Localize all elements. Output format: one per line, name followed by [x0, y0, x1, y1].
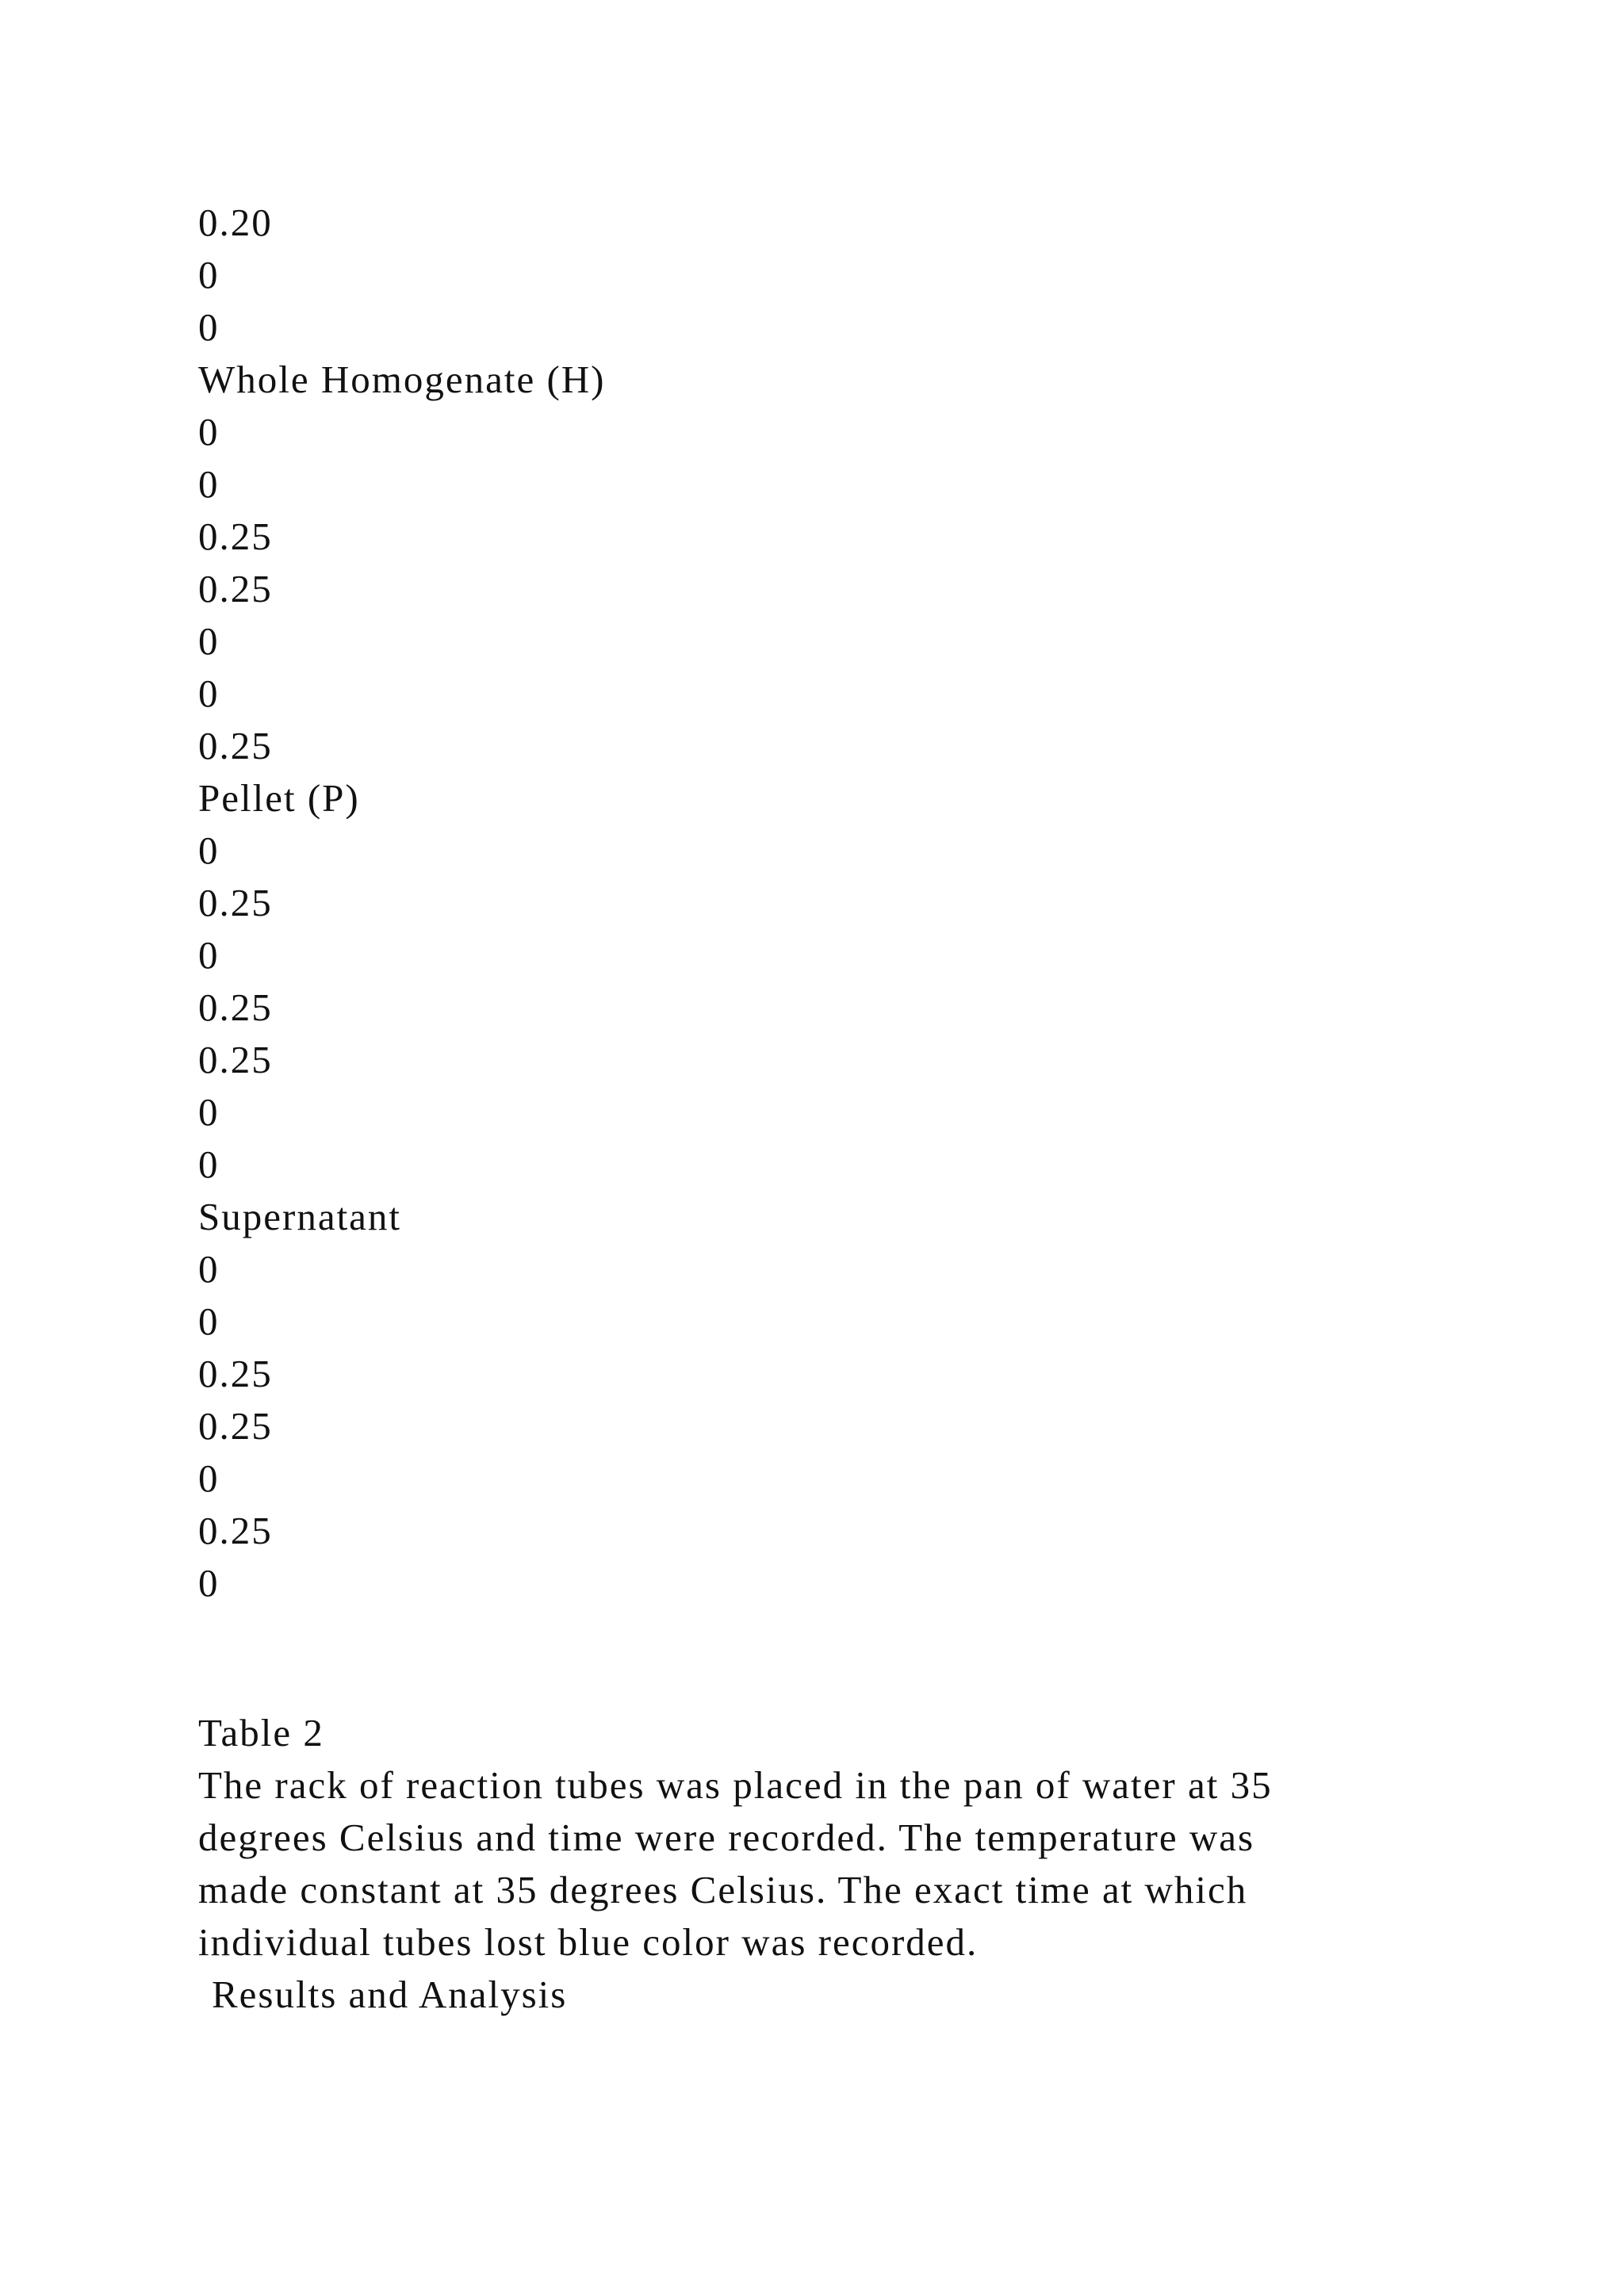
paragraph-line: The rack of reaction tubes was placed in the pan of water at 35 — [198, 1763, 1273, 1807]
list-item: 0 — [198, 462, 220, 506]
table-caption: Table 2 — [198, 1711, 324, 1755]
list-item: 0 — [198, 1247, 220, 1291]
list-item: Pellet (P) — [198, 776, 360, 820]
paragraph-line: individual tubes lost blue color was recorded. — [198, 1920, 979, 1964]
list-item: 0.20 — [198, 201, 273, 244]
list-item: 0 — [198, 619, 220, 663]
list-item: 0.25 — [198, 1509, 273, 1552]
list-item: Supernatant — [198, 1195, 402, 1238]
list-item: 0 — [198, 933, 220, 977]
list-item: 0 — [198, 1090, 220, 1134]
list-item: 0 — [198, 305, 220, 349]
list-item: 0 — [198, 1142, 220, 1186]
list-item: 0 — [198, 253, 220, 297]
paragraph-line: degrees Celsius and time were recorded. The temperature was — [198, 1816, 1255, 1859]
paragraph-line: made constant at 35 degrees Celsius. The exact time at which — [198, 1868, 1248, 1911]
table-description — [198, 1707, 1273, 2021]
list-item: 0.25 — [198, 881, 273, 924]
list-item: 0.25 — [198, 985, 273, 1029]
list-item: 0 — [198, 828, 220, 872]
list-item: 0.25 — [198, 567, 273, 610]
list-item: 0 — [198, 1456, 220, 1500]
list-item: 0.25 — [198, 1038, 273, 1081]
values-list — [198, 197, 606, 1609]
list-item: 0.25 — [198, 515, 273, 558]
list-item: Whole Homogenate (H) — [198, 358, 606, 401]
list-item: 0 — [198, 1299, 220, 1343]
section-heading: Results and Analysis — [212, 1973, 568, 2016]
list-item: 0 — [198, 1561, 220, 1605]
list-item: 0.25 — [198, 1352, 273, 1395]
list-item: 0.25 — [198, 1404, 273, 1448]
list-item: 0 — [198, 410, 220, 453]
list-item: 0 — [198, 672, 220, 715]
list-item: 0.25 — [198, 724, 273, 767]
